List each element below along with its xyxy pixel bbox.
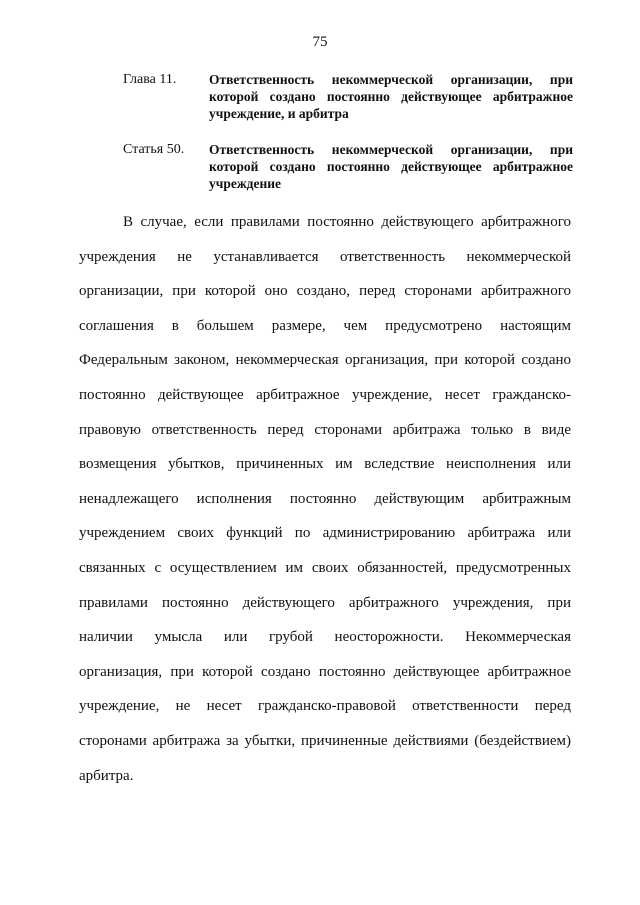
chapter-title: Ответственность некоммерческой организации, при которой создано постоянно действующее арбитражное учреждение, и арбитра [209,72,573,121]
chapter-heading [123,71,573,122]
article-title: Ответственность некоммерческой организации, при которой создано постоянно действующее арбитражное учреждение [209,142,573,191]
chapter-label: Глава 11. [123,72,177,87]
article-heading [123,141,573,192]
page-number: 75 [312,34,328,50]
article-label: Статья 50. [123,142,185,157]
article-body-paragraph: В случае, если правилами постоянно действующего арбитражного учреждения не устанавливается ответственность некоммерческой организации, при которой оно создано, перед сторонами арбитражного соглашения в большем размере, чем предусмотрено настоящим Федеральным законом, некоммерческая организация, при которой создано постоянно действующее арбитражное учреждение, несет гражданско-правовую ответственность перед сторонами арбитража только в виде возмещения убытков, причиненных им вследствие неисполнения или ненадлежащего исполнения постоянно действующим арбитражным учреждением своих функций по администрированию арбитража или связанных с осуществлением им своих обязанностей, предусмотренных правилами постоянно действующего арбитражного учреждения, при наличии умысла или грубой неосторожности. Некоммерческая организация, при которой создано постоянно действующее арбитражное учреждение, не несет гражданско-правовой ответственности перед сторонами арбитража за убытки, причиненные действиями (бездействием) арбитра. [79,214,571,784]
